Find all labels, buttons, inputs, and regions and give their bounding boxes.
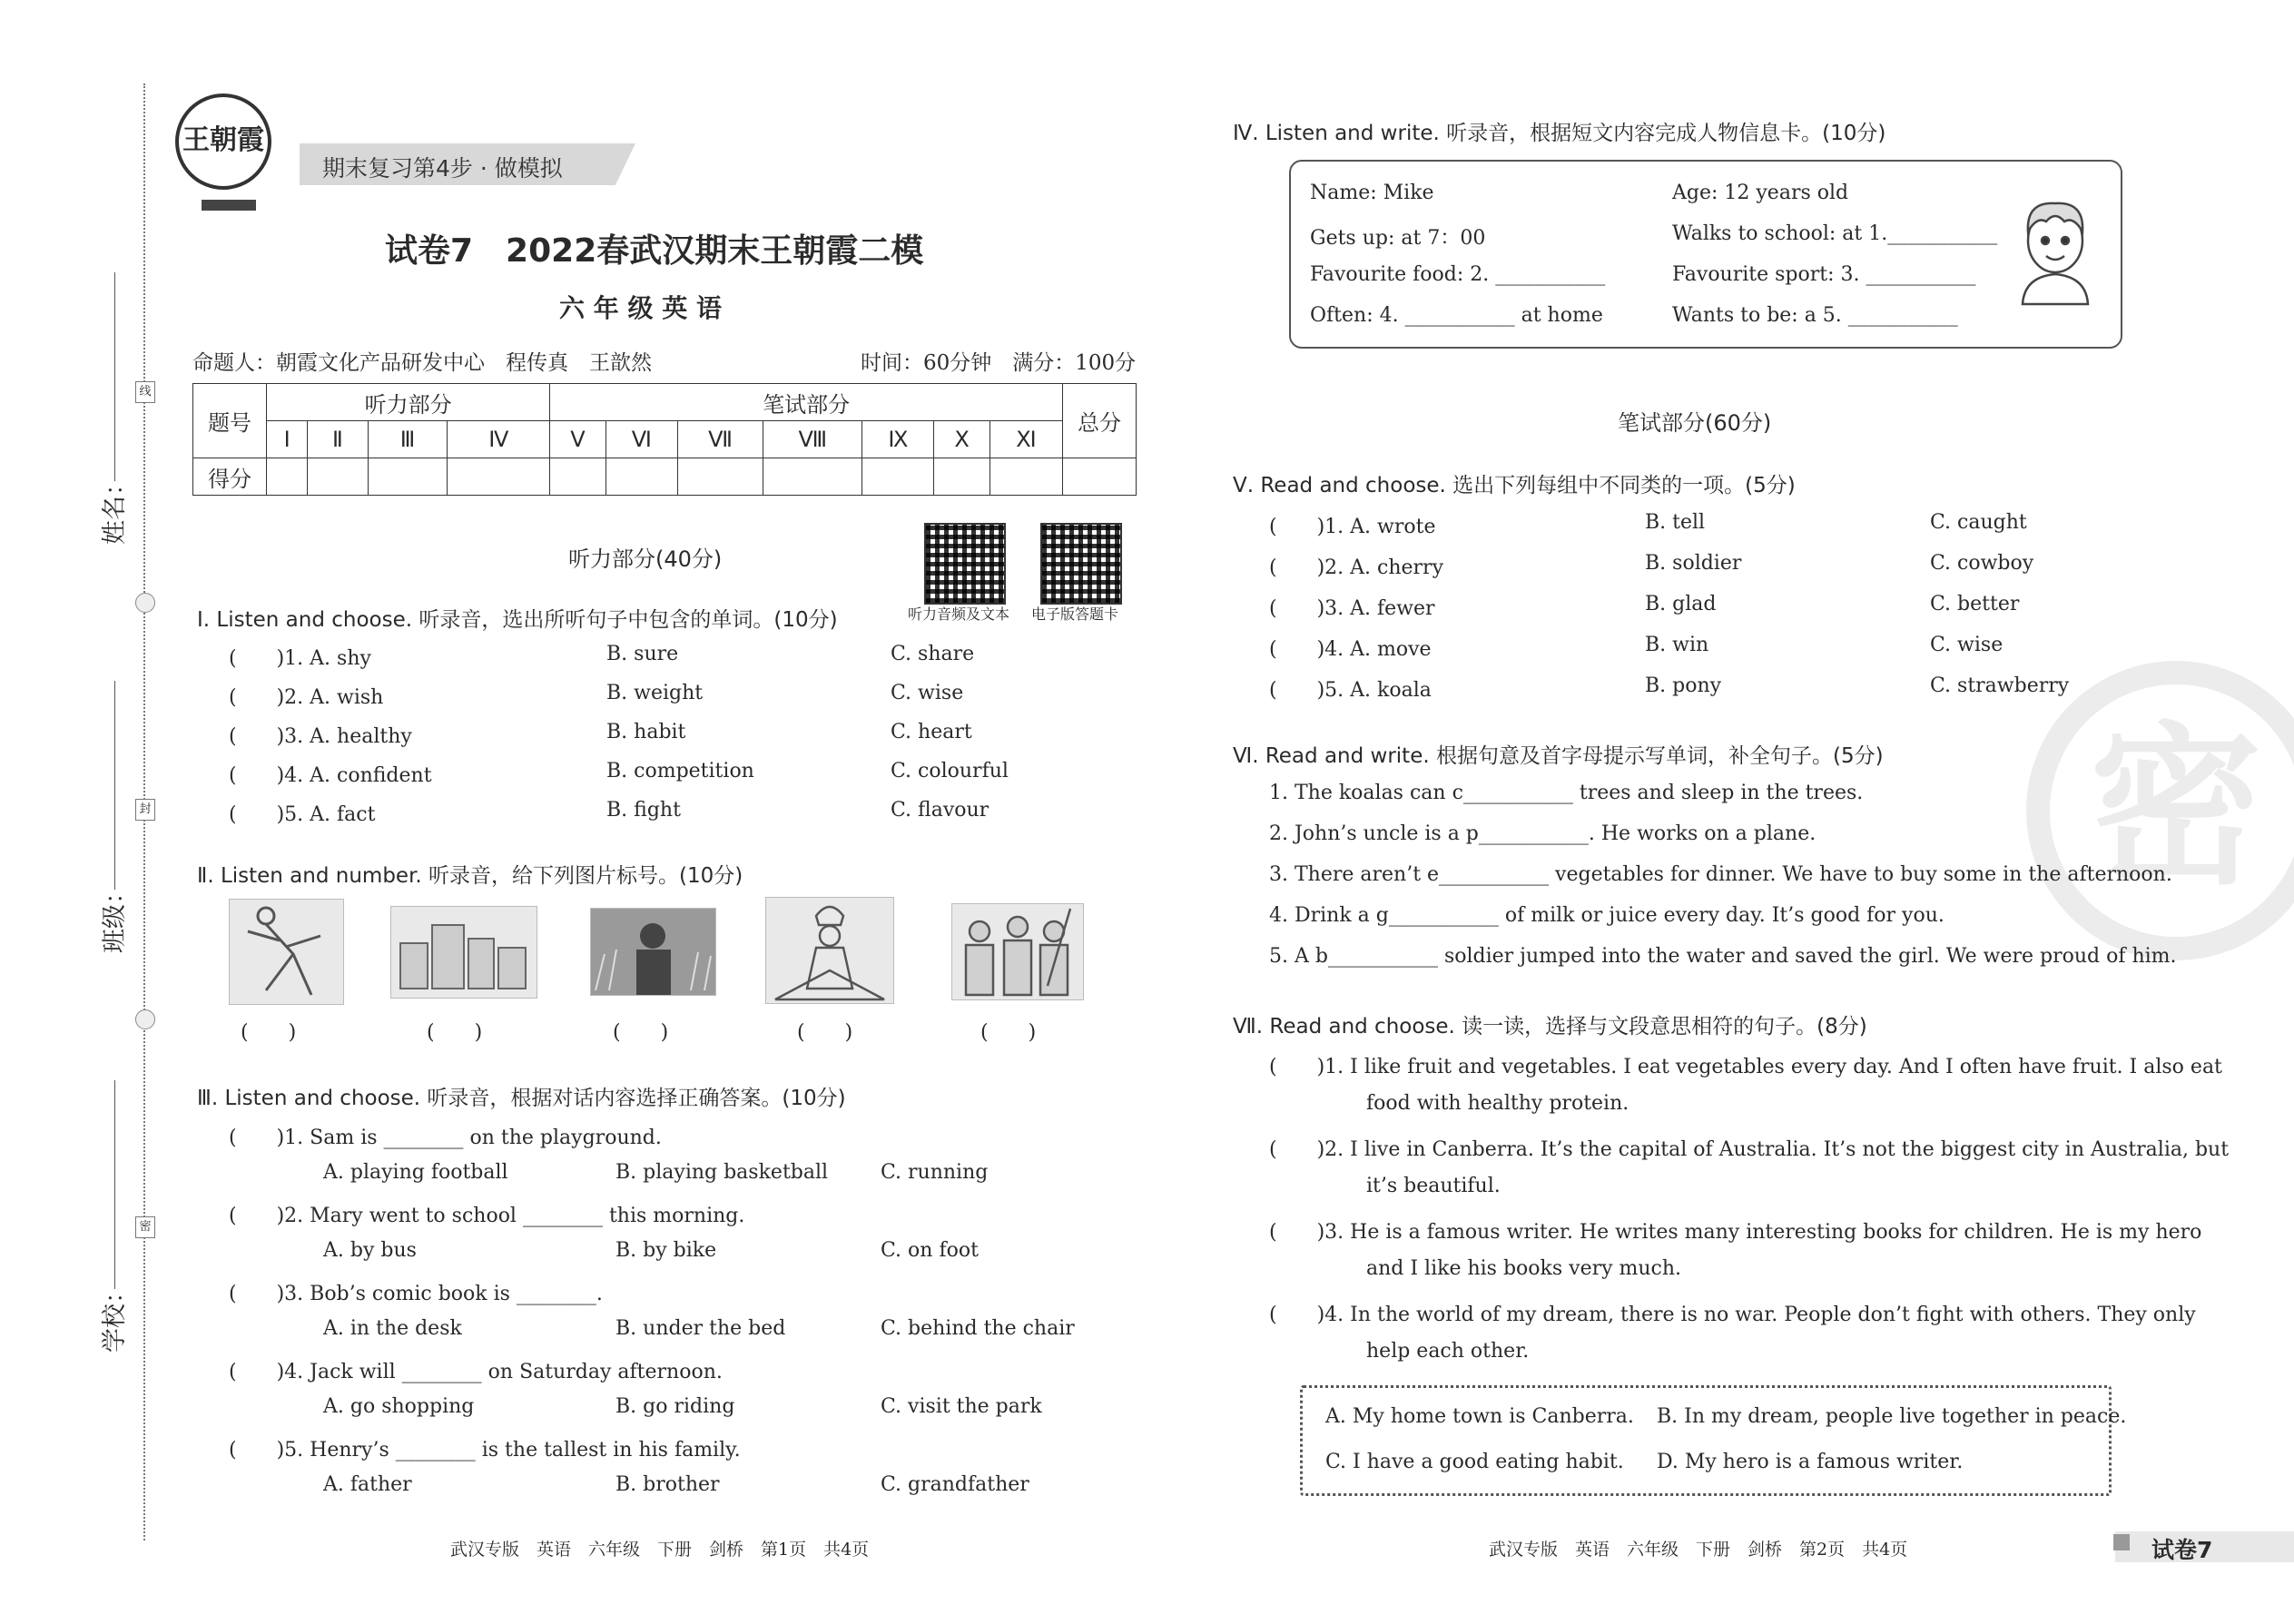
section7-option: D. My hero is a famous writer. (1657, 1451, 1964, 1473)
section5-item-a: ( )2. A. cherry (1269, 556, 1443, 579)
section7-item-line2: it’s beautiful. (1366, 1175, 1501, 1197)
section4-heading: Ⅳ. Listen and write. 听录音，根据短文内容完成人物信息卡。(10分) (1233, 122, 1886, 145)
section1-item-b: B. competition (606, 760, 754, 782)
section3-option-c: C. grandfather (881, 1473, 1029, 1496)
section5-item-c: C. wise (1930, 634, 2004, 656)
school-line (114, 1080, 115, 1289)
listening-heading: 听力部分(40分) (568, 546, 723, 572)
section3-option-b: B. brother (615, 1473, 720, 1496)
paper-subtitle: 六 年 级 英 语 (559, 293, 722, 323)
section7-item-line1: ( )2. I live in Canberra. It’s the capital of Australia. It’s not the biggest city in Australia, but (1269, 1138, 2230, 1161)
numeral-cell: Ⅺ (989, 421, 1062, 458)
section7-option: C. I have a good eating habit. (1325, 1451, 1624, 1473)
section7-item-line1: ( )3. He is a famous writer. He writes many interesting books for children. He is my hero (1269, 1221, 2202, 1244)
info-card-field[interactable]: Often: 4. ___________ at home (1310, 304, 1603, 327)
section1-item-c: C. share (891, 643, 975, 665)
binding-hole (135, 593, 155, 613)
section3-option-c: C. on foot (881, 1239, 979, 1262)
logo-ribbon (202, 200, 256, 211)
section1-item-a: ( )5. A. fact (229, 803, 376, 826)
score-table-written: 笔试部分 (550, 384, 1063, 421)
info-card-field: Gets up: at 7：00 (1310, 227, 1486, 250)
score-cell[interactable] (368, 458, 448, 496)
section3-question: ( )2. Mary went to school ________ this morning. (229, 1205, 745, 1227)
picture-soldiers (951, 903, 1084, 1000)
picture-number-blank[interactable]: ( ) (427, 1021, 483, 1044)
section1-item-a: ( )3. A. healthy (229, 725, 412, 748)
binding-seal-mark: 封 (135, 799, 155, 821)
numeral-cell: Ⅶ (677, 421, 763, 458)
section6-heading: Ⅵ. Read and write. 根据句意及首字母提示写单词，补全句子。(5分) (1233, 744, 1884, 768)
score-cell[interactable] (862, 458, 934, 496)
section5-item-c: C. cowboy (1930, 552, 2034, 575)
section3-option-c: C. running (881, 1161, 989, 1184)
section1-item-a: ( )4. A. confident (229, 764, 432, 787)
section1-item-c: C. colourful (891, 760, 1009, 782)
section7-option: B. In my dream, people live together in peace. (1657, 1405, 2127, 1428)
numeral-cell: Ⅱ (308, 421, 368, 458)
binding-hole (135, 1009, 155, 1029)
time-and-score: 时间：60分钟 满分：100分 (861, 351, 1137, 375)
score-cell[interactable] (448, 458, 550, 496)
section6-item[interactable]: 3. There aren’t e___________ vegetables for dinner. We have to buy some in the afternoon. (1269, 863, 2172, 886)
publisher-logo: 王朝霞 (175, 94, 271, 190)
section5-item-a: ( )5. A. koala (1269, 679, 1432, 702)
section1-item-c: C. wise (891, 682, 964, 704)
numeral-cell: Ⅸ (862, 421, 934, 458)
section7-option: A. My home town is Canberra. (1325, 1405, 1634, 1428)
binding-seal-mark: 密 (135, 1216, 155, 1238)
numeral-cell: Ⅲ (368, 421, 448, 458)
section5-item-a: ( )4. A. move (1269, 638, 1432, 661)
section3-question: ( )4. Jack will ________ on Saturday afternoon. (229, 1361, 723, 1383)
footer-left: 武汉专版 英语 六年级 下册 剑桥 第1页 共4页 (450, 1540, 870, 1560)
info-card-field[interactable]: Walks to school: at 1.___________ (1672, 222, 1998, 245)
score-cell[interactable] (605, 458, 677, 496)
section3-option-a: A. go shopping (323, 1395, 475, 1418)
picture-number-blank[interactable]: ( ) (797, 1021, 853, 1044)
score-table-total: 总分 (1063, 384, 1137, 458)
section3-option-a: A. father (323, 1473, 412, 1496)
authors: 命题人：朝霞文化产品研发中心 程传真 王歆然 (192, 351, 652, 375)
picture-chef (765, 897, 894, 1004)
section5-item-b: B. pony (1645, 674, 1722, 697)
picture-number-blank[interactable]: ( ) (613, 1021, 669, 1044)
section6-item[interactable]: 1. The koalas can c___________ trees and sleep in the trees. (1269, 782, 1864, 804)
section7-item-line2: and I like his books very much. (1366, 1257, 1682, 1280)
section5-item-c: C. strawberry (1930, 674, 2070, 697)
numeral-cell: Ⅳ (448, 421, 550, 458)
section5-item-b: B. soldier (1645, 552, 1742, 575)
score-table-listening: 听力部分 (267, 384, 550, 421)
section7-item-line1: ( )4. In the world of my dream, there is no war. People don’t fight with others. They only (1269, 1304, 2196, 1326)
watermark-seal: 密 (2026, 661, 2294, 960)
paper-number-tag: 试卷7 (2151, 1537, 2213, 1563)
info-card-field[interactable]: Favourite sport: 3. ___________ (1672, 263, 1976, 286)
section6-item[interactable]: 2. John’s uncle is a p___________. He works on a plane. (1269, 822, 1816, 845)
section3-option-c: C. visit the park (881, 1395, 1042, 1418)
section7-item-line2: food with healthy protein. (1366, 1092, 1629, 1115)
section1-item-c: C. flavour (891, 799, 989, 822)
score-cell[interactable] (1063, 458, 1137, 496)
name-label: 姓名： (101, 471, 129, 545)
numeral-cell: Ⅰ (267, 421, 308, 458)
section3-heading: Ⅲ. Listen and choose. 听录音，根据对话内容选择正确答案。(10分) (197, 1087, 846, 1110)
section5-item-a: ( )3. A. fewer (1269, 597, 1435, 620)
section2-heading: Ⅱ. Listen and number. 听录音，给下列图片标号。(10分) (197, 864, 743, 888)
section3-question: ( )3. Bob’s comic book is ________. (229, 1283, 603, 1305)
qr-caption-answer-sheet: 电子版答题卡 (1031, 605, 1119, 623)
score-cell[interactable] (989, 458, 1062, 496)
picture-number-blank[interactable]: ( ) (241, 1021, 297, 1044)
section1-item-b: B. fight (606, 799, 681, 822)
section5-item-c: C. caught (1930, 511, 2027, 534)
section3-question: ( )1. Sam is ________ on the playground. (229, 1127, 662, 1149)
section1-item-b: B. weight (606, 682, 704, 704)
section1-item-b: B. sure (606, 643, 679, 665)
picture-superhero (229, 899, 344, 1005)
section3-option-a: A. in the desk (323, 1317, 462, 1340)
section1-item-b: B. habit (606, 721, 686, 743)
score-cell[interactable] (763, 458, 862, 496)
section1-heading: Ⅰ. Listen and choose. 听录音，选出所听句子中包含的单词。(10分) (197, 608, 838, 632)
info-card-field[interactable]: Wants to be: a 5. ___________ (1672, 304, 1958, 327)
class-label: 班级： (101, 880, 129, 953)
section1-item-a: ( )1. A. shy (229, 647, 371, 670)
section1-item-a: ( )2. A. wish (229, 686, 384, 709)
numeral-cell: Ⅴ (550, 421, 605, 458)
section6-item[interactable]: 5. A b___________ soldier jumped into the water and saved the girl. We were proud of him. (1269, 945, 2177, 968)
section7-heading: Ⅶ. Read and choose. 读一读，选择与文段意思相符的句子。(8分) (1233, 1015, 1867, 1038)
section3-question: ( )5. Henry’s ________ is the tallest in his family. (229, 1439, 741, 1462)
numeral-cell: Ⅵ (605, 421, 677, 458)
section5-item-b: B. tell (1645, 511, 1706, 534)
score-cell[interactable] (934, 458, 989, 496)
footer-right: 武汉专版 英语 六年级 下册 剑桥 第2页 共4页 (1489, 1540, 1908, 1560)
info-card-field[interactable]: Favourite food: 2. ___________ (1310, 263, 1606, 286)
school-label: 学校： (101, 1279, 129, 1353)
section3-option-b: B. playing basketball (615, 1161, 829, 1184)
written-heading: 笔试部分(60分) (1618, 410, 1772, 436)
footer-tab-mark (2113, 1534, 2130, 1550)
section3-option-a: A. playing football (323, 1161, 508, 1184)
boy-portrait (2013, 191, 2097, 309)
info-card-field: Name: Mike (1310, 182, 1434, 204)
section5-item-b: B. glad (1645, 593, 1717, 615)
section7-item-line2: help each other. (1366, 1340, 1530, 1363)
numeral-cell: Ⅷ (763, 421, 862, 458)
score-cell[interactable] (267, 458, 308, 496)
section3-option-b: B. go riding (615, 1395, 735, 1418)
name-line (114, 272, 115, 481)
section7-options-box (1300, 1385, 2112, 1496)
info-card-field: Age: 12 years old (1672, 182, 1849, 204)
section5-item-c: C. better (1930, 593, 2020, 615)
paper-title: 试卷7 2022春武汉期末王朝霞二模 (385, 232, 924, 270)
score-table (192, 383, 1137, 496)
section3-option-b: B. under the bed (615, 1317, 786, 1340)
section3-option-b: B. by bike (615, 1239, 717, 1262)
class-line (114, 681, 115, 890)
section6-item[interactable]: 4. Drink a g___________ of milk or juice every day. It’s good for you. (1269, 904, 1944, 927)
section7-item-line1: ( )1. I like fruit and vegetables. I eat vegetables every day. And I often have fruit. I also eat (1269, 1056, 2222, 1078)
section5-heading: Ⅴ. Read and choose. 选出下列每组中不同类的一项。(5分) (1233, 474, 1796, 497)
picture-farmer-in-field (590, 908, 716, 996)
section3-option-a: A. by bus (323, 1239, 417, 1262)
binding-seal-mark: 线 (135, 381, 155, 403)
section5-item-b: B. win (1645, 634, 1709, 656)
section1-item-c: C. heart (891, 721, 972, 743)
qr-caption-audio: 听力音频及文本 (908, 605, 1010, 623)
score-label: 得分 (193, 458, 267, 496)
banner-text: 期末复习第4步 · 做模拟 (322, 155, 563, 182)
score-table-qlabel: 题号 (193, 384, 267, 458)
score-cell[interactable] (677, 458, 763, 496)
score-cell[interactable] (308, 458, 368, 496)
picture-number-blank[interactable]: ( ) (980, 1021, 1037, 1044)
qr-code-answer-sheet[interactable] (1040, 523, 1122, 605)
score-cell[interactable] (550, 458, 605, 496)
section3-option-c: C. behind the chair (881, 1317, 1075, 1340)
picture-city-drawing (390, 906, 537, 999)
section5-item-a: ( )1. A. wrote (1269, 516, 1436, 538)
qr-code-audio[interactable] (924, 523, 1006, 605)
numeral-cell: Ⅹ (934, 421, 989, 458)
